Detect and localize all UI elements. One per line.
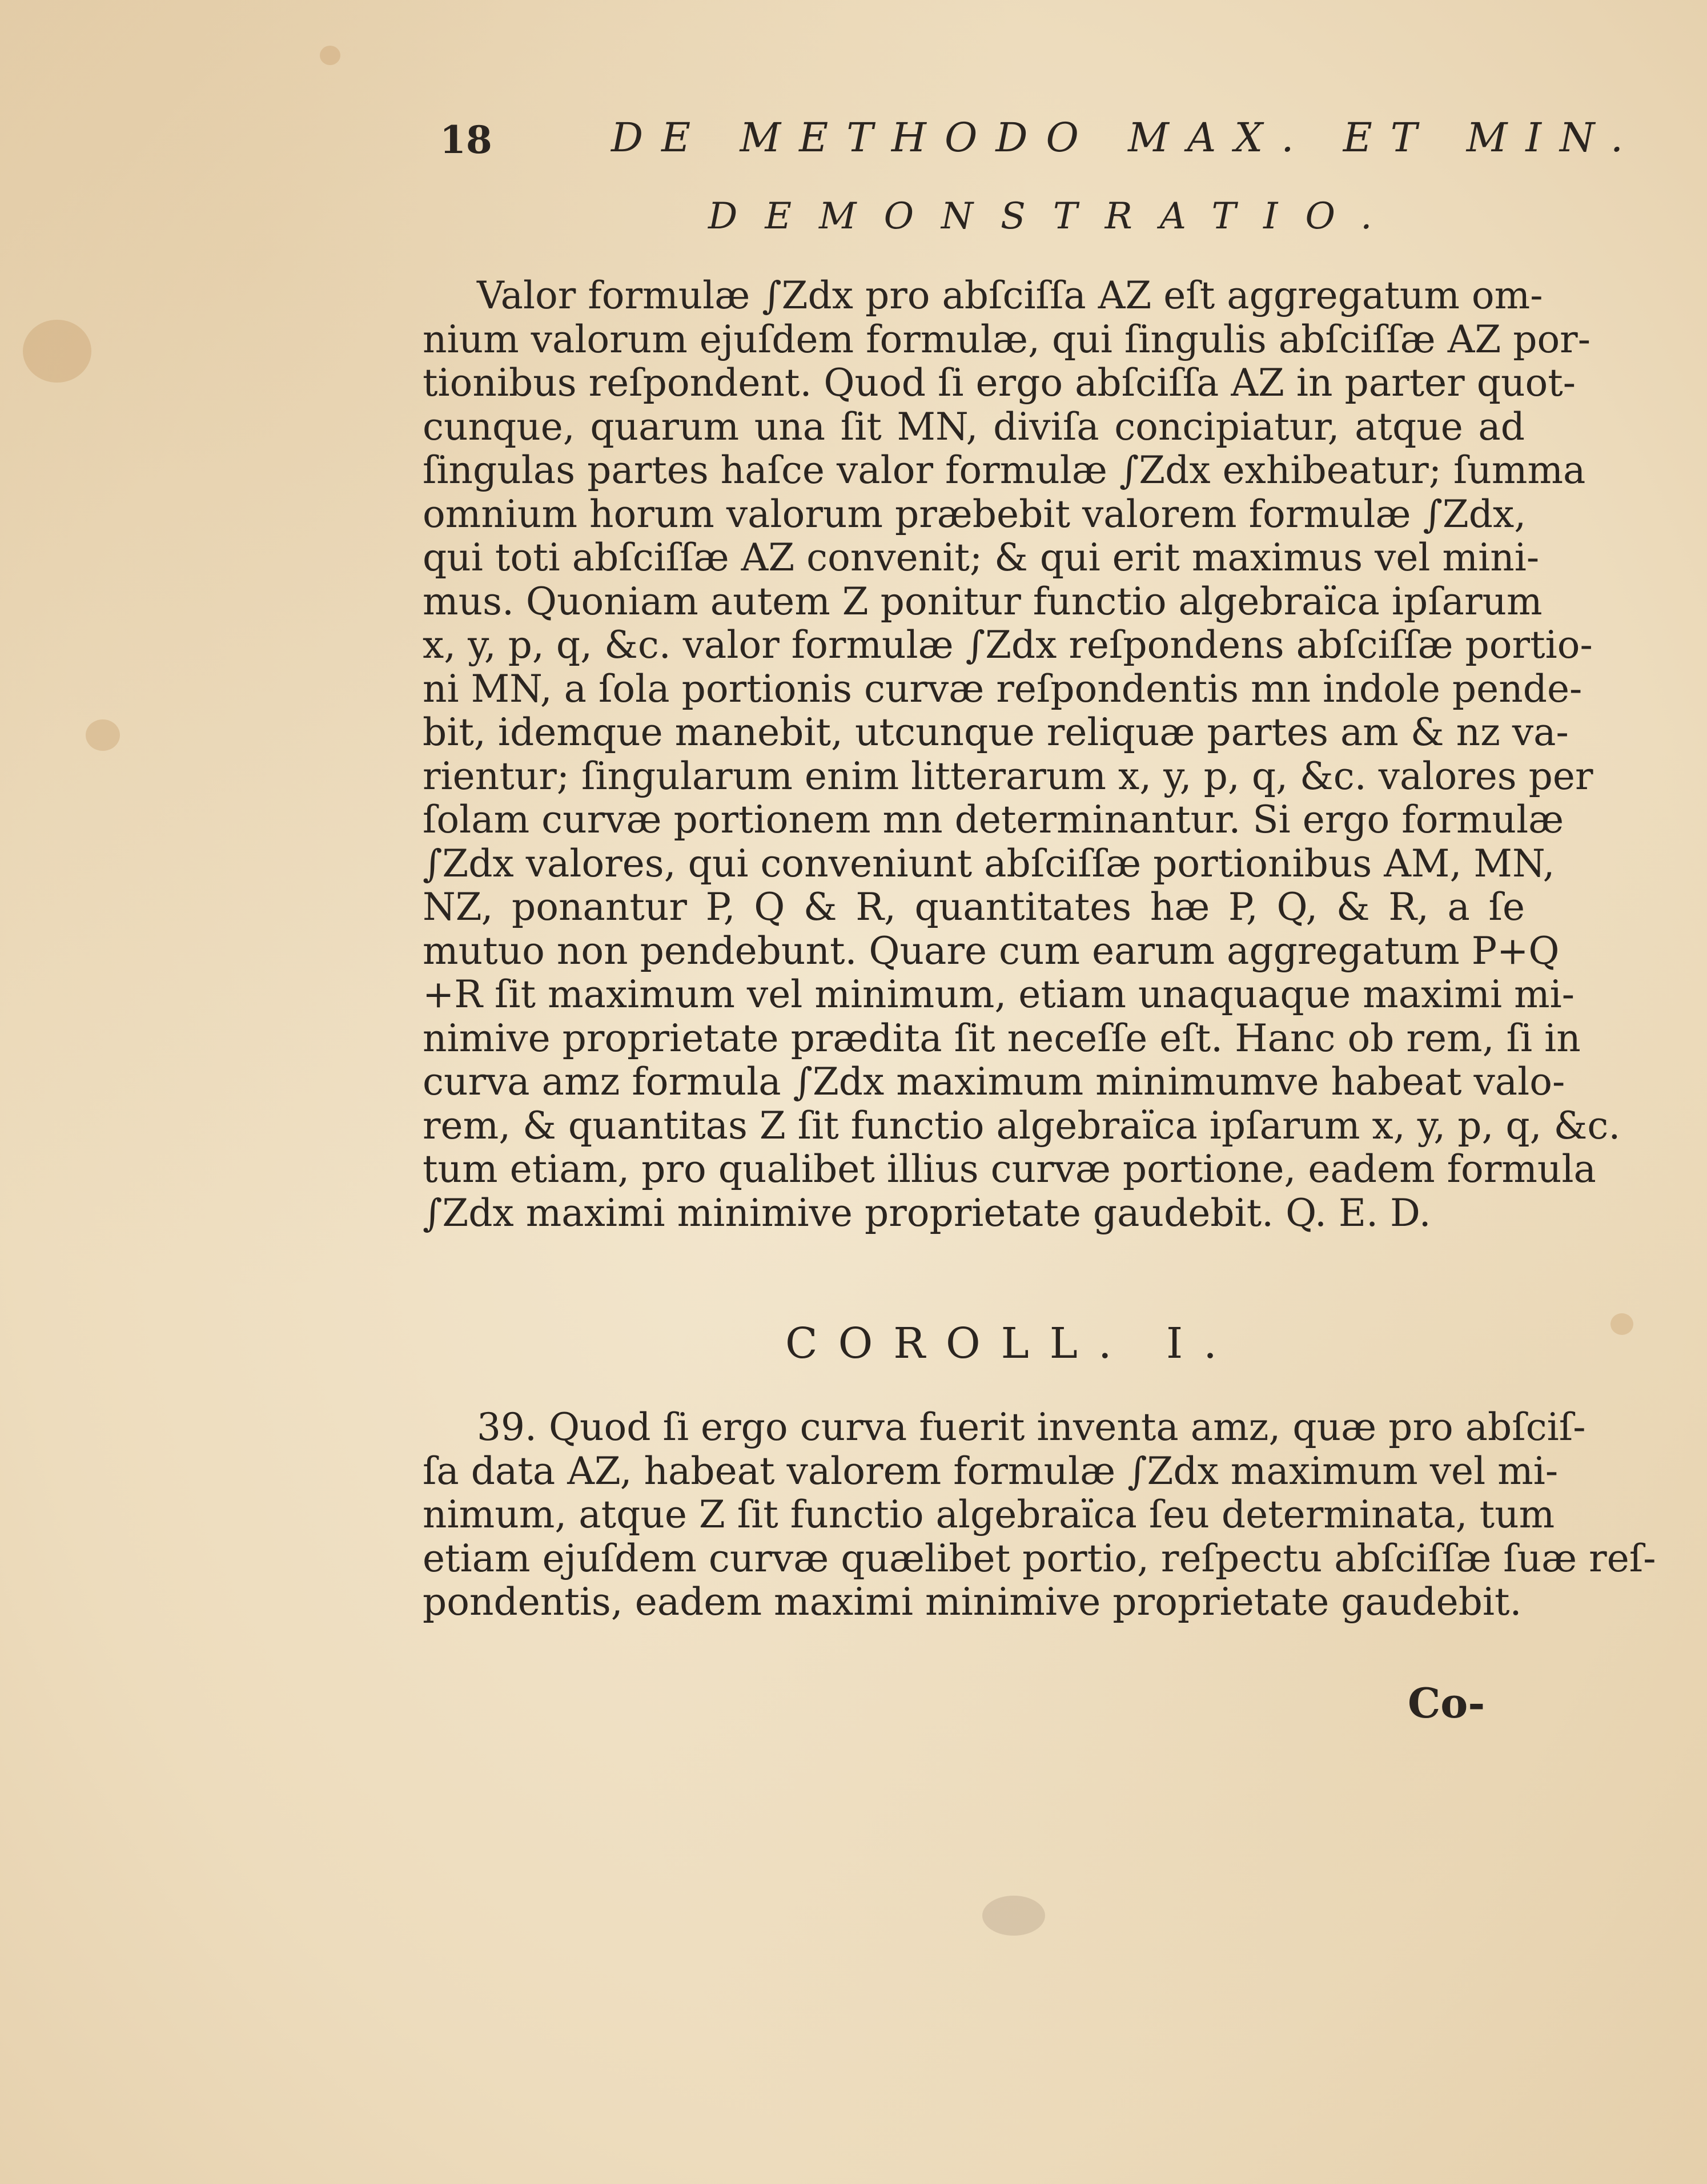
text-line: etiam ejuſdem curvæ quælibet portio, reſpectu abſciſſæ ſuæ reſ- xyxy=(423,1536,1656,1580)
catchword: Co- xyxy=(1408,1679,1485,1727)
text-line: ∫Zdx maximi minimive proprietate gaudebit. Q. E. D. xyxy=(423,1190,1431,1235)
text-line: ni MN, a ſola portionis curvæ reſpondentis mn indole pende- xyxy=(423,666,1583,711)
text-line: ſingulas partes haſce valor formulæ ∫Zdx exhibeatur; ſumma xyxy=(423,448,1586,492)
text-line: NZ, ponantur P, Q & R, quantitates hæ P, Q, & R, a ſe xyxy=(423,885,1525,929)
foxing-stain xyxy=(23,320,91,383)
running-title: DE METHODO MAX. ET MIN. xyxy=(611,114,1642,161)
foxing-stain xyxy=(1610,1313,1633,1335)
text-line: ∫Zdx valores, qui conveniunt abſciſſæ portionibus AM, MN, xyxy=(423,841,1555,886)
text-line: 39. Quod ſi ergo curva fuerit inventa amz, quæ pro abſciſ- xyxy=(477,1405,1586,1449)
text-line: Valor formulæ ∫Zdx pro abſciſſa AZ eſt aggregatum om- xyxy=(477,273,1543,317)
text-line: qui toti abſciſſæ AZ convenit; & qui erit maximus vel mini- xyxy=(423,536,1540,580)
foxing-stain xyxy=(320,46,340,65)
page-number: 18 xyxy=(440,118,492,162)
corollary-heading: COROLL. I. xyxy=(785,1319,1238,1368)
text-line: ſa data AZ, habeat valorem formulæ ∫Zdx maximum vel mi- xyxy=(423,1449,1559,1493)
text-line: nimive proprietate prædita ſit neceſſe eſt. Hanc ob rem, ſi in xyxy=(423,1016,1581,1060)
running-head xyxy=(440,108,1642,171)
foxing-stain xyxy=(86,719,120,751)
text-line: mus. Quoniam autem Z ponitur functio algebraïca ipſarum xyxy=(423,579,1543,624)
text-line: ſolam curvæ portionem mn determinantur. Si ergo formulæ xyxy=(423,798,1564,842)
text-line: mutuo non pendebunt. Quare cum earum aggregatum P+Q xyxy=(423,928,1560,973)
text-line: rem, & quantitas Z ſit functio algebraïca ipſarum x, y, p, q, &c. xyxy=(423,1103,1621,1148)
text-line: tum etiam, pro qualibet illius curvæ portione, eadem formula xyxy=(423,1147,1596,1191)
text-line: bit, idemque manebit, utcunque reliquæ partes am & nz va- xyxy=(423,710,1569,754)
corollary-paragraph xyxy=(423,1405,1656,1624)
text-line: rientur; ſingularum enim litterarum x, y, p, q, &c. valores per xyxy=(423,754,1593,798)
text-line: cunque, quarum una ſit MN, diviſa concipiatur, atque ad xyxy=(423,404,1525,449)
text-line: nimum, atque Z ſit functio algebraïca ſeu determinata, tum xyxy=(423,1493,1555,1537)
text-line: x, y, p, q, &c. valor formulæ ∫Zdx reſpondens abſciſſæ portio- xyxy=(423,623,1593,667)
text-line: tionibus reſpondent. Quod ſi ergo abſciſſa AZ in parter quot- xyxy=(423,361,1576,405)
text-line: nium valorum ejuſdem formulæ, qui ſingulis abſciſſæ AZ por- xyxy=(423,317,1591,361)
ink-smudge xyxy=(982,1896,1045,1936)
demonstratio-heading: DEMONSTRATIO. xyxy=(708,195,1400,238)
text-line: omnium horum valorum præbebit valorem formulæ ∫Zdx, xyxy=(423,492,1527,536)
demonstratio-paragraph xyxy=(423,273,1621,1235)
text-line: curva amz formula ∫Zdx maximum minimumve habeat valo- xyxy=(423,1060,1565,1104)
text-line: pondentis, eadem maximi minimive proprietate gaudebit. xyxy=(423,1580,1522,1624)
text-line: +R ſit maximum vel minimum, etiam unaquaque maximi mi- xyxy=(423,972,1575,1016)
